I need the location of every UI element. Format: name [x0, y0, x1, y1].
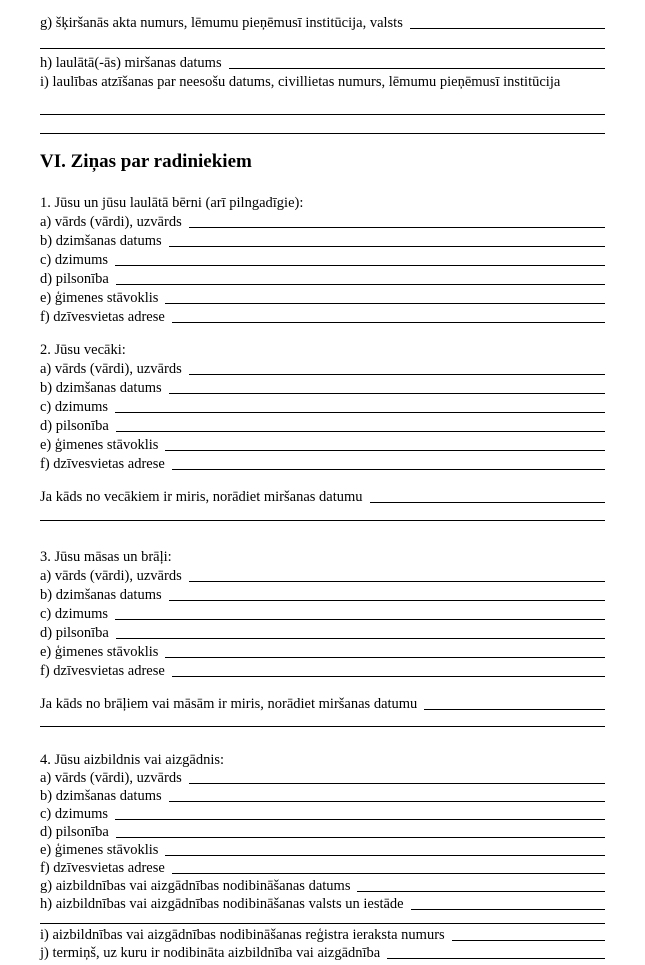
form-field-row: [40, 823, 605, 841]
form-field-row: [40, 307, 605, 326]
field-label: f) dzīvesvietas adrese: [40, 663, 165, 679]
fill-in-blank[interactable]: [172, 322, 605, 323]
fill-in-blank[interactable]: [165, 450, 605, 451]
field-label: a) vārds (vārdi), uzvārds: [40, 361, 182, 377]
fill-in-blank[interactable]: [172, 873, 605, 874]
fill-in-blank[interactable]: [116, 837, 605, 838]
fill-in-blank[interactable]: [115, 265, 605, 266]
field-label: f) dzīvesvietas adrese: [40, 309, 165, 325]
note-label: Ja kāds no vecākiem ir miris, norādiet miršanas datumu: [40, 489, 363, 505]
field-label: f) dzīvesvietas adrese: [40, 860, 165, 876]
form-field-row: [40, 585, 605, 604]
form-field-row: [40, 231, 605, 250]
field-label: f) dzīvesvietas adrese: [40, 456, 165, 472]
form-field-row: [40, 566, 605, 585]
form-field-row: [40, 604, 605, 623]
fill-in-blank[interactable]: [165, 657, 605, 658]
form-field-row: [40, 769, 605, 787]
form-field-row: [40, 454, 605, 473]
form-field-row: [40, 926, 605, 944]
question-block-guardian: [40, 751, 605, 962]
form-field-row: [40, 895, 605, 913]
fill-in-blank[interactable]: [411, 909, 605, 910]
field-label: g) šķiršanās akta numurs, lēmumu pieņēmusī institūcija, valsts: [40, 15, 403, 31]
fill-in-blank[interactable]: [189, 783, 605, 784]
fill-in-blank[interactable]: [116, 431, 605, 432]
form-field-row-g: [40, 13, 605, 32]
fill-in-blank[interactable]: [189, 581, 605, 582]
question-block-children: [40, 193, 605, 326]
field-label: e) ģimenes stāvoklis: [40, 290, 159, 306]
form-field-row: [40, 859, 605, 877]
deceased-parent-note-row: [40, 487, 605, 506]
field-label: a) vārds (vārdi), uzvārds: [40, 214, 182, 230]
field-label: e) ģimenes stāvoklis: [40, 437, 159, 453]
fill-in-line-full[interactable]: [40, 913, 605, 924]
form-field-row: [40, 212, 605, 231]
form-field-row: [40, 944, 605, 962]
fill-in-line-full[interactable]: [40, 32, 605, 49]
form-field-row: [40, 397, 605, 416]
question-title-row: [40, 340, 605, 359]
fill-in-line-full[interactable]: [40, 91, 605, 115]
question-title: 1. Jūsu un jūsu laulātā bērni (arī pilngadīgie):: [40, 195, 304, 211]
field-label: b) dzimšanas datums: [40, 587, 162, 603]
field-label: a) vārds (vārdi), uzvārds: [40, 568, 182, 584]
question-title-row: [40, 751, 605, 769]
form-field-row: [40, 877, 605, 895]
fill-in-blank[interactable]: [357, 891, 605, 892]
field-label: d) pilsonība: [40, 625, 109, 641]
fill-in-blank[interactable]: [116, 638, 605, 639]
question-block-siblings: [40, 547, 605, 727]
field-label: h) laulātā(-ās) miršanas datums: [40, 55, 222, 71]
fill-in-blank[interactable]: [115, 619, 605, 620]
fill-in-blank[interactable]: [169, 600, 605, 601]
fill-in-blank[interactable]: [115, 412, 605, 413]
form-field-row: [40, 841, 605, 859]
section-heading: VI. Ziņas par radiniekiem: [40, 151, 252, 172]
fill-in-blank[interactable]: [189, 374, 605, 375]
fill-in-blank[interactable]: [410, 28, 605, 29]
form-field-row: [40, 435, 605, 454]
field-label: g) aizbildnības vai aizgādnības nodibināšanas datums: [40, 878, 351, 894]
field-label: b) dzimšanas datums: [40, 380, 162, 396]
fill-in-line-full[interactable]: [40, 506, 605, 521]
question-title-row: [40, 193, 605, 212]
field-label: i) laulības atzīšanas par neesošu datums, civillietas numurs, lēmumu pieņēmusī institūcija: [40, 74, 561, 90]
form-field-row: [40, 416, 605, 435]
field-label: d) pilsonība: [40, 418, 109, 434]
fill-in-line-full[interactable]: [40, 713, 605, 727]
form-field-row: [40, 642, 605, 661]
field-label: b) dzimšanas datums: [40, 233, 162, 249]
fill-in-blank[interactable]: [387, 958, 605, 959]
form-field-row: [40, 661, 605, 680]
field-label: h) aizbildnības vai aizgādnības nodibināšanas valsts un iestāde: [40, 896, 404, 912]
fill-in-blank[interactable]: [165, 855, 605, 856]
fill-in-blank[interactable]: [452, 940, 605, 941]
note-label: Ja kāds no brāļiem vai māsām ir miris, norādiet miršanas datumu: [40, 696, 418, 712]
field-label: c) dzimums: [40, 806, 109, 822]
fill-in-blank[interactable]: [370, 502, 605, 503]
fill-in-blank[interactable]: [169, 246, 605, 247]
deceased-sibling-note-row: [40, 694, 605, 713]
fill-in-blank[interactable]: [116, 284, 605, 285]
question-title: 4. Jūsu aizbildnis vai aizgādnis:: [40, 752, 225, 768]
field-label: b) dzimšanas datums: [40, 788, 162, 804]
field-label: c) dzimums: [40, 252, 109, 268]
form-field-row: [40, 359, 605, 378]
fill-in-line-full[interactable]: [40, 115, 605, 134]
fill-in-blank[interactable]: [172, 469, 605, 470]
field-label: d) pilsonība: [40, 271, 109, 287]
form-field-row: [40, 250, 605, 269]
form-field-row: [40, 269, 605, 288]
form-field-row: [40, 288, 605, 307]
form-field-row-i: [40, 72, 605, 91]
fill-in-blank[interactable]: [169, 393, 605, 394]
field-label: d) pilsonība: [40, 824, 109, 840]
fill-in-blank[interactable]: [169, 801, 605, 802]
field-label: a) vārds (vārdi), uzvārds: [40, 770, 182, 786]
fill-in-blank[interactable]: [424, 709, 605, 710]
fill-in-blank[interactable]: [115, 819, 605, 820]
field-label: j) termiņš, uz kuru ir nodibināta aizbildnība vai aizgādnība: [40, 945, 381, 961]
form-field-row: [40, 805, 605, 823]
fill-in-blank[interactable]: [229, 68, 605, 69]
question-title: 2. Jūsu vecāki:: [40, 342, 126, 358]
form-field-row: [40, 787, 605, 805]
form-field-row: [40, 623, 605, 642]
form-field-row: [40, 378, 605, 397]
question-block-parents: [40, 340, 605, 521]
fill-in-blank[interactable]: [165, 303, 605, 304]
field-label: c) dzimums: [40, 606, 109, 622]
question-title-row: [40, 547, 605, 566]
field-label: e) ģimenes stāvoklis: [40, 644, 159, 660]
question-title: 3. Jūsu māsas un brāļi:: [40, 549, 172, 565]
form-field-row-h: [40, 53, 605, 72]
field-label: e) ģimenes stāvoklis: [40, 842, 159, 858]
field-label: c) dzimums: [40, 399, 109, 415]
fill-in-blank[interactable]: [189, 227, 605, 228]
field-label: i) aizbildnības vai aizgādnības nodibināšanas reģistra ieraksta numurs: [40, 927, 445, 943]
fill-in-blank[interactable]: [172, 676, 605, 677]
